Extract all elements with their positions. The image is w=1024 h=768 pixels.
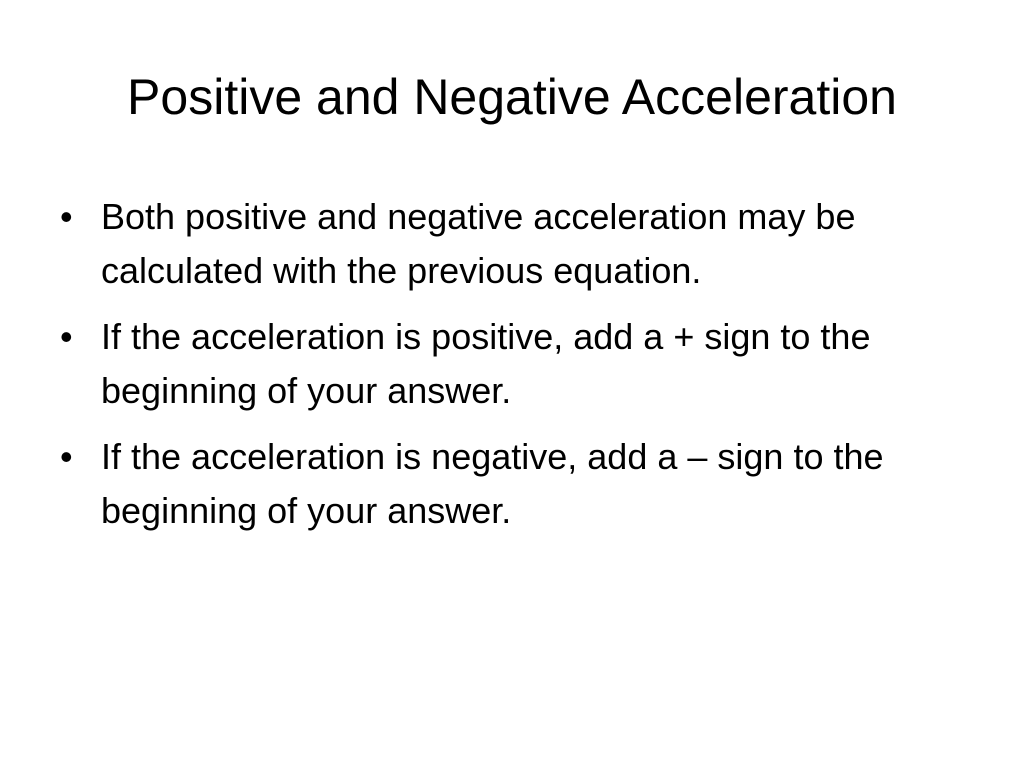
bullet-text: If the acceleration is negative, add a – sign to the beginning of your answer. (101, 436, 884, 531)
bullet-text: Both positive and negative acceleration may be calculated with the previous equation. (101, 196, 856, 291)
bullet-marker: • (60, 316, 73, 357)
bullet-text: If the acceleration is positive, add a + sign to the beginning of your answer. (101, 316, 871, 411)
slide-title: Positive and Negative Acceleration (127, 69, 897, 125)
bullet-marker: • (60, 436, 73, 477)
bullet-item (60, 310, 980, 418)
bullet-list (60, 190, 980, 550)
bullet-marker: • (60, 196, 73, 237)
bullet-item (60, 190, 980, 298)
bullet-item (60, 430, 980, 538)
